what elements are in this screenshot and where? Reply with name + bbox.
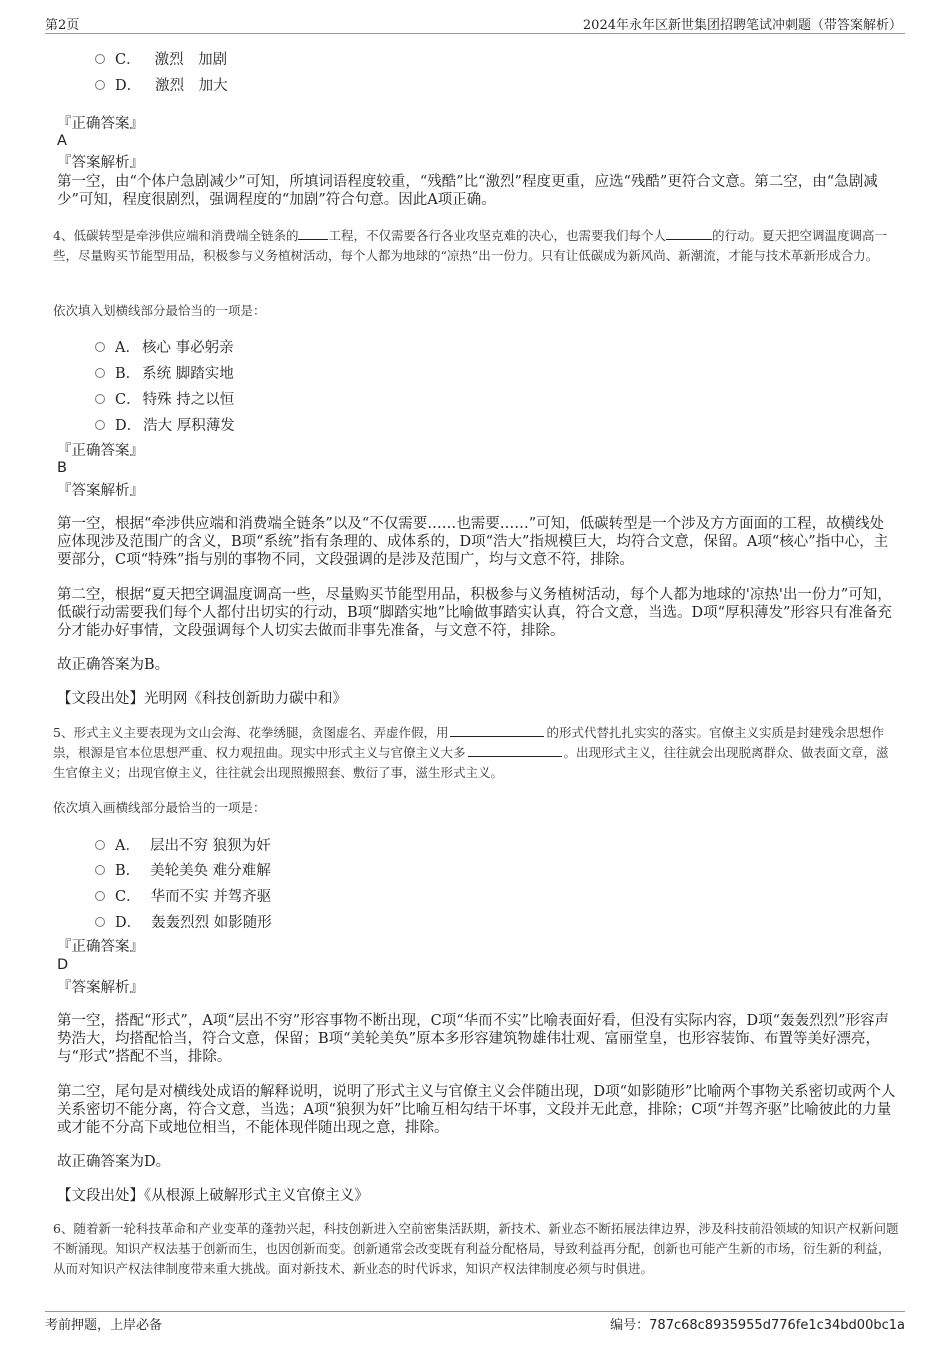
radio-icon[interactable] — [95, 865, 105, 875]
option-q5-a[interactable]: A． 层出不穷 狼狈为奸 — [95, 834, 271, 855]
radio-icon[interactable] — [95, 54, 105, 64]
option-q3-c[interactable]: C． 激烈 加剧 — [95, 48, 227, 69]
conclusion: 故正确答案为D。 — [57, 1154, 171, 1170]
answer-label: 『正确答案』 — [57, 443, 144, 459]
page-number: 第2页 — [45, 18, 80, 33]
footer-slogan: 考前押题，上岸必备 — [45, 1318, 163, 1333]
question-4-stem: 4、低碳转型是牵涉供应端和消费端全链条的 工程，不仅需要各行各业攻坚克难的决心，也需要我们每个人 的行动。夏天把空调温度调高一些，尽量购买节能型用品，积极参与义务植树活动，每个人都为地球的“凉热”出一份力。只有让低碳成为新风尚、新潮流，才能与技术革新形成合力。 — [53, 228, 887, 263]
answer-value: D — [57, 957, 69, 973]
question-6-stem: 6、随着新一轮科技革命和产业变革的蓬勃兴起，科技创新进入空前密集活跃期，新技术、新业态不断拓展法律边界，涉及科技前沿领域的知识产权新问题不断涌现。知识产权法基于创新而生，也因创新而变。创新通常会改变既有利益分配格局，导致利益再分配，创新也可能产生新的市场，衍生新的利益，从而对知识产权法律制度带来重大挑战。面对新技术、新业态的时代诉求，知识产权法律制度必须与时俱进。 — [53, 1221, 899, 1276]
option-q5-c[interactable]: C． 华而不实 并驾齐驱 — [95, 885, 271, 906]
analysis-label: 『答案解析』 — [57, 483, 144, 499]
answer-value: B — [57, 460, 67, 476]
question-prompt: 依次填入划横线部分最恰当的一项是： — [53, 303, 266, 318]
radio-icon[interactable] — [95, 420, 105, 430]
question-5-stem: 5、形式主义主要表现为文山会海、花拳绣腿，贪图虚名、弄虚作假，用 的形式代替扎扎实实的落实。官僚主义实质是封建残余思想作祟，根源是官本位思想严重、权力观扭曲。现实中形式主义与官僚主义大多 。出现形式主义，往往就会出现脱离群众、做表面文章，滋生官僚主义；出现官僚主义，往往就会出现照搬照套、敷衍了事，滋生形式主义。 — [53, 725, 889, 780]
footer-divider — [45, 1311, 905, 1312]
analysis-paragraph-1: 第一空，搭配“形式”，A项“层出不穷”形容事物不断出现，C项“华而不实”比喻表面好看，但没有实际内容，D项“轰轰烈烈”形容声势浩大，均搭配恰当，符合文意，保留；B项“美轮美奂”原本多形容建筑物雄伟壮观、富丽堂皇，也形容装饰、布置等美好漂亮，与“形式”搭配不当，排除。 — [57, 1013, 889, 1065]
header-divider — [45, 33, 905, 34]
answer-label: 『正确答案』 — [57, 939, 144, 955]
answer-label: 『正确答案』 — [57, 116, 144, 132]
question-prompt: 依次填入画横线部分最恰当的一项是： — [53, 800, 266, 815]
analysis-label: 『答案解析』 — [57, 155, 144, 171]
radio-icon[interactable] — [95, 840, 105, 850]
document-code: 编号：787c68c8935955d776fe1c34bd00bc1a — [610, 1318, 905, 1333]
source-citation: 【文段出处】光明网《科技创新助力碳中和》 — [57, 691, 347, 707]
blank-line — [468, 745, 562, 757]
radio-icon[interactable] — [95, 368, 105, 378]
radio-icon[interactable] — [95, 342, 105, 352]
document-title: 2024年永年区新世集团招聘笔试冲刺题（带答案解析） — [582, 18, 902, 33]
option-q4-c[interactable]: C． 特殊 持之以恒 — [95, 388, 234, 409]
option-q5-d[interactable]: D． 轰轰烈烈 如影随形 — [95, 911, 272, 932]
radio-icon[interactable] — [95, 394, 105, 404]
analysis-paragraph-1: 第一空，根据“牵涉供应端和消费端全链条”以及“不仅需要……也需要……”可知，低碳转型是一个涉及方方面面的工程，故横线处应体现涉及范围广的含义，B项“系统”指有条理的、成体系的，D项“浩大”指规模巨大，均符合文意，保留。A项“核心”指中心，主要部分，C项“特殊”指与别的事物不同，文段强调的是涉及范围广，均与文意不符，排除。 — [57, 516, 889, 568]
radio-icon[interactable] — [95, 80, 105, 90]
blank-line — [666, 228, 712, 240]
analysis-paragraph-2: 第二空，尾句是对横线处成语的解释说明，说明了形式主义与官僚主义会伴随出现，D项“如影随形”比喻两个事物关系密切或两个人关系密切不能分离，符合文意，当选；A项“狼狈为奸”比喻互相勾结干坏事，文段并无此意，排除；C项“并驾齐驱”比喻彼此的力量或才能不分高下或地位相当，不能体现伴随出现之意，排除。 — [57, 1084, 896, 1136]
source-citation: 【文段出处】《从根源上破解形式主义官僚主义》 — [57, 1188, 369, 1204]
option-q5-b[interactable]: B． 美轮美奂 难分难解 — [95, 859, 271, 880]
analysis-label: 『答案解析』 — [57, 980, 144, 996]
radio-icon[interactable] — [95, 891, 105, 901]
analysis-paragraph-2: 第二空，根据“夏天把空调温度调高一些，尽量购买节能型用品，积极参与义务植树活动，每个人都为地球的'凉热'出一份力”可知，低碳行动需要我们每个人都付出切实的行动，B项“脚踏实地”比喻做事踏实认真，符合文意，当选。D项“厚积薄发”形容只有准备充分才能办好事情，文段强调每个人切实去做而非事先准备，与文意不符，排除。 — [57, 587, 892, 639]
blank-line — [298, 228, 328, 240]
option-q4-d[interactable]: D． 浩大 厚积薄发 — [95, 414, 235, 435]
option-q4-b[interactable]: B． 系统 脚踏实地 — [95, 362, 234, 383]
option-q4-a[interactable]: A． 核心 事必躬亲 — [95, 336, 234, 357]
answer-value: A — [57, 133, 67, 149]
option-q3-d[interactable]: D． 激烈 加大 — [95, 74, 228, 95]
blank-line — [450, 725, 544, 737]
radio-icon[interactable] — [95, 917, 105, 927]
conclusion: 故正确答案为B。 — [57, 657, 170, 673]
analysis-text: 第一空，由“个体户急剧减少”可知，所填词语程度较重，“残酷”比“激烈”程度更重，应选“残酷”更符合文意。第二空，由“急剧减少”可知，程度很剧烈，强调程度的“加剧”符合句意。因此A项正确。 — [57, 174, 878, 208]
